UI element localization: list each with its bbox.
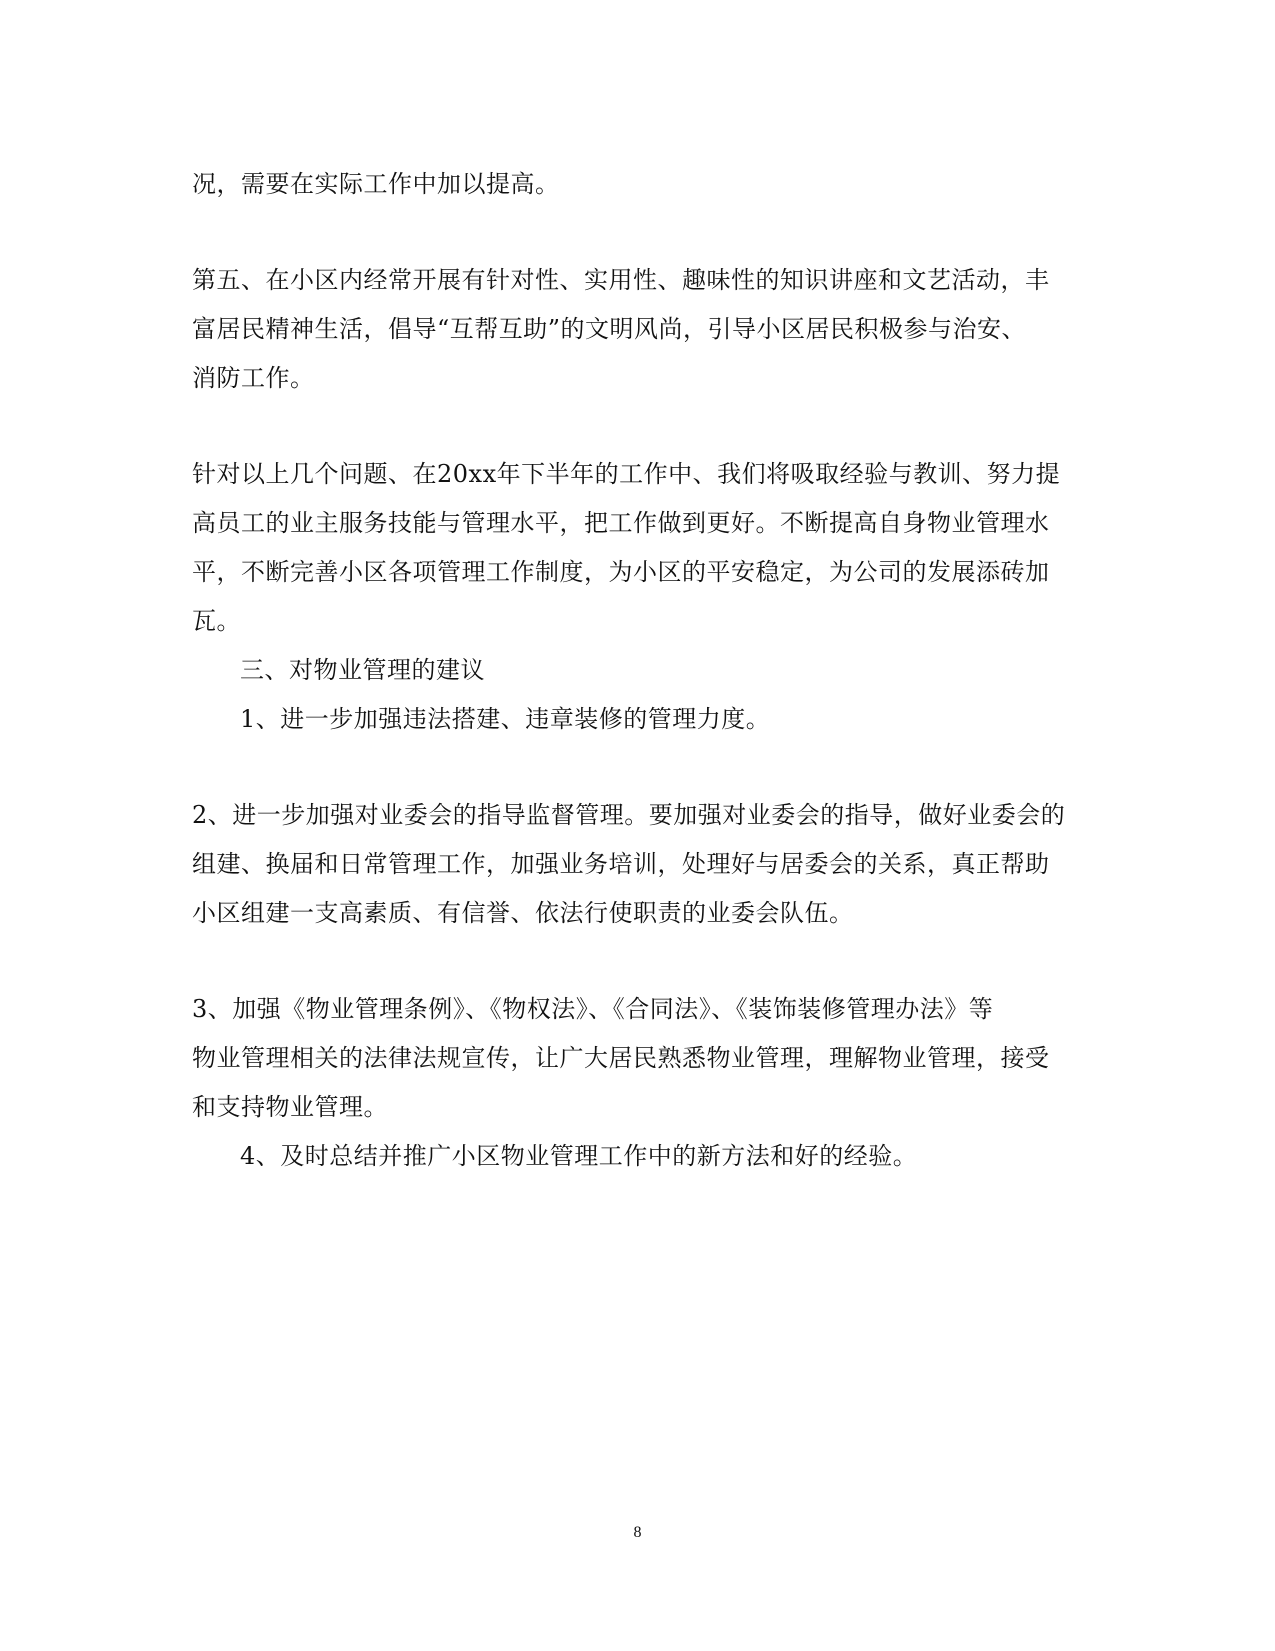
text-line: 组建、换届和日常管理工作，加强业务培训，处理好与居委会的关系，真正帮助	[192, 850, 1050, 878]
text-line: 平，不断完善小区各项管理工作制度，为小区的平安稳定，为公司的发展添砖加	[192, 558, 1050, 586]
text-line: 3、加强《物业管理条例》、《物权法》、《合同法》、《装饰装修管理办法》等	[192, 995, 994, 1023]
paragraph	[192, 160, 1082, 209]
text-line: 针对以上几个问题、在20xx年下半年的工作中、我们将吸取经验与教训、努力提	[192, 460, 1061, 488]
text-line: 高员工的业主服务技能与管理水平，把工作做到更好。不断提高自身物业管理水	[192, 509, 1050, 537]
paragraph	[192, 985, 1082, 1181]
text-line: 1、进一步加强违法搭建、违章装修的管理力度。	[240, 705, 771, 733]
section-heading: 三、对物业管理的建议	[240, 656, 485, 684]
text-line: 4、及时总结并推广小区物业管理工作中的新方法和好的经验。	[240, 1142, 918, 1170]
document-body	[192, 160, 1082, 1181]
text-line: 瓦。	[192, 607, 241, 635]
text-line: 小区组建一支高素质、有信誉、依法行使职责的业委会队伍。	[192, 899, 854, 927]
paragraph	[192, 256, 1082, 403]
text-line: 第五、在小区内经常开展有针对性、实用性、趣味性的知识讲座和文艺活动，丰	[192, 266, 1050, 294]
text-line: 2、进一步加强对业委会的指导监督管理。要加强对业委会的指导，做好业委会的	[192, 801, 1066, 829]
text-line: 和支持物业管理。	[192, 1093, 388, 1121]
text-line: 物业管理相关的法律法规宣传，让广大居民熟悉物业管理，理解物业管理，接受	[192, 1044, 1050, 1072]
text-line: 况，需要在实际工作中加以提高。	[192, 170, 560, 198]
paragraph	[192, 450, 1082, 744]
page-number: 8	[633, 1524, 642, 1541]
text-line: 消防工作。	[192, 364, 315, 392]
text-line: 富居民精神生活，倡导“互帮互助”的文明风尚，引导小区居民积极参与治安、	[192, 315, 1027, 343]
paragraph	[192, 791, 1082, 938]
